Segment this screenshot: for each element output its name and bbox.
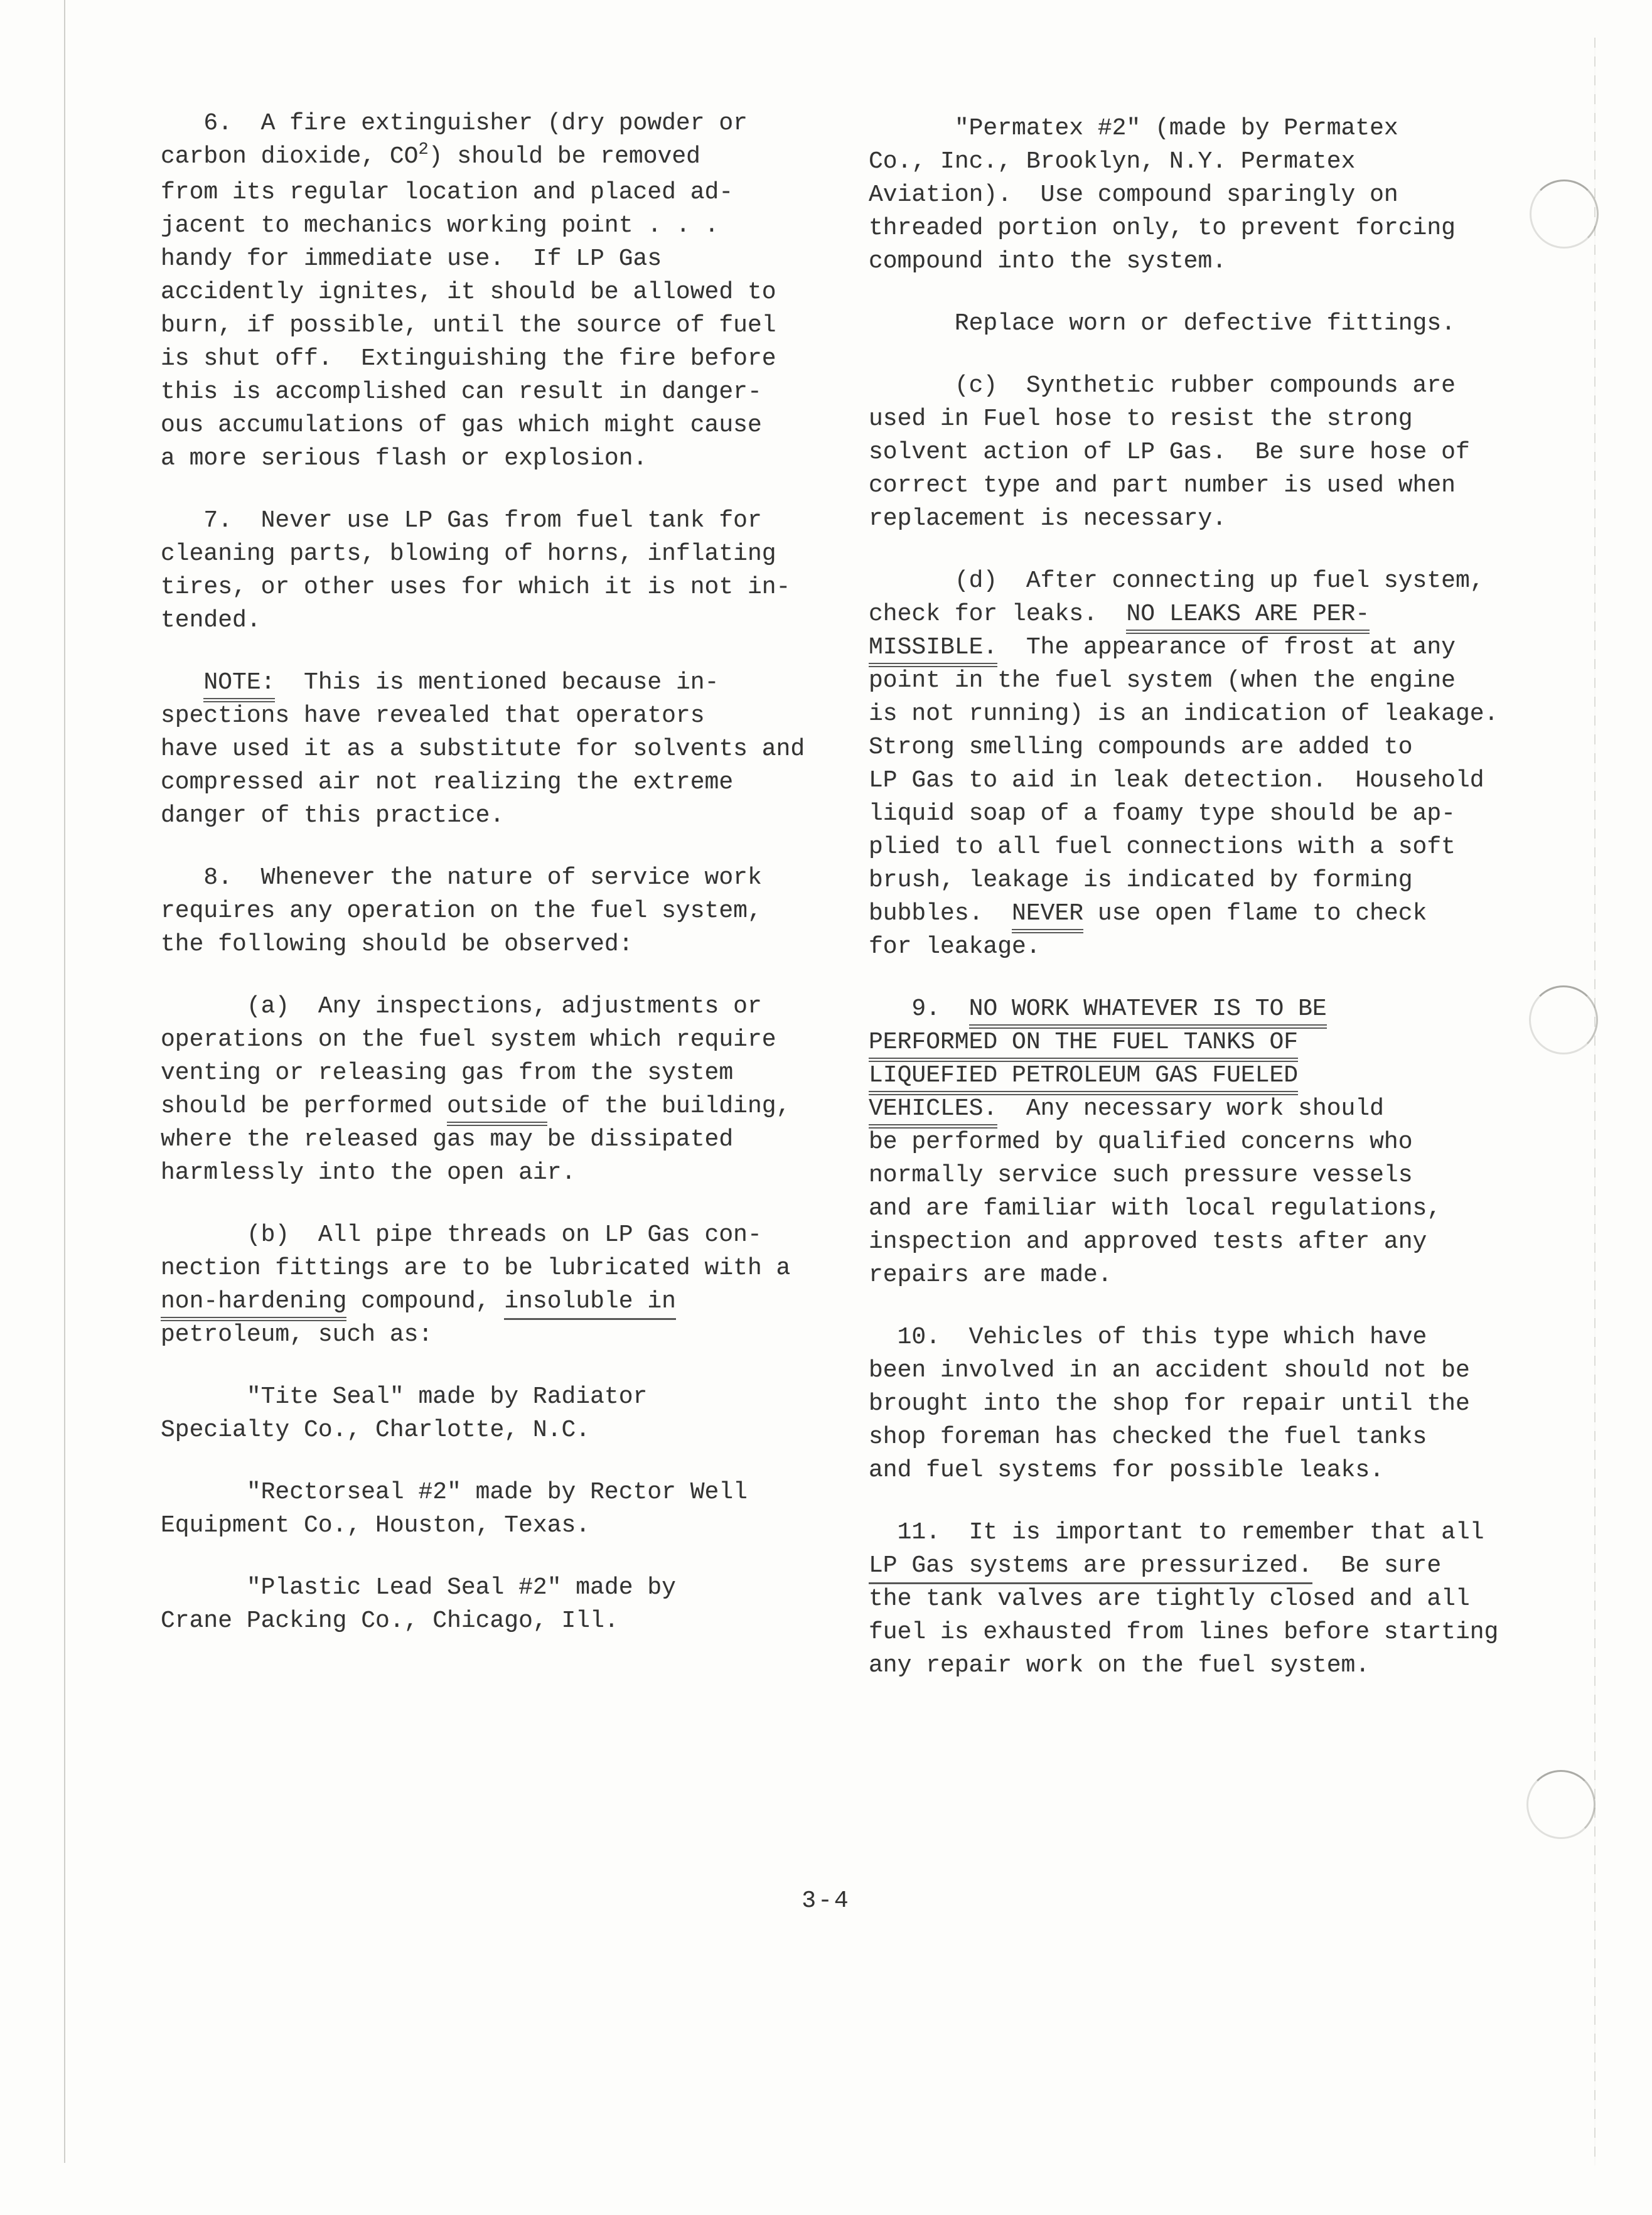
text-segment: 6. A fire extinguisher (dry powder or: [161, 110, 748, 137]
text-segment: jacent to mechanics working point . . .: [161, 212, 719, 239]
page-number: [0, 1888, 1652, 1914]
text-segment: solvent action of LP Gas. Be sure hose of: [869, 439, 1470, 466]
text-line: [869, 1454, 1559, 1487]
text-line: [161, 1218, 851, 1252]
text-line: [869, 830, 1559, 864]
left-column: [161, 107, 851, 1666]
text-line: [869, 564, 1559, 598]
text-segment: this is accomplished can result in danger-: [161, 378, 762, 405]
text-segment: ous accumulations of gas which might cause: [161, 412, 762, 439]
paragraph: [161, 666, 851, 832]
text-segment: spections have revealed that operators: [161, 702, 705, 729]
text-line: [161, 1090, 851, 1123]
text-segment: Aviation). Use compound sparingly on: [869, 181, 1398, 208]
text-line: [869, 1516, 1559, 1549]
text-line: [869, 1258, 1559, 1292]
text-segment: and fuel systems for possible leaks.: [869, 1457, 1384, 1484]
underlined-text: NEVER: [1012, 900, 1083, 933]
text-segment: inspection and approved tests after any: [869, 1228, 1427, 1255]
paragraph: [161, 990, 851, 1189]
text-segment: burn, if possible, until the source of fuel: [161, 312, 776, 339]
underlined-text: LP Gas systems are pressurized.: [869, 1552, 1312, 1584]
underlined-text: NOTE:: [203, 669, 275, 702]
text-line: [869, 992, 1559, 1026]
text-segment: tires, or other uses for which it is not in-: [161, 574, 791, 601]
text-line: [161, 1413, 851, 1447]
text-segment: Replace worn or defective fittings.: [869, 310, 1456, 337]
text-segment: replacement is necessary.: [869, 505, 1227, 532]
text-line: [161, 276, 851, 309]
text-line: [869, 731, 1559, 764]
text-segment: Specialty Co., Charlotte, N.C.: [161, 1417, 591, 1444]
paragraph: [161, 1380, 851, 1447]
text-line: [869, 1582, 1559, 1616]
punch-hole-artifact: [1526, 1770, 1596, 1839]
text-segment: a more serious flash or explosion.: [161, 445, 648, 472]
text-line: [161, 732, 851, 766]
text-segment: should be performed: [161, 1093, 448, 1120]
text-segment: repairs are made.: [869, 1262, 1112, 1289]
text-segment: operations on the fuel system which require: [161, 1026, 776, 1053]
underlined-text: outside: [447, 1093, 547, 1126]
text-segment: Strong smelling compounds are added to: [869, 734, 1413, 761]
paragraph: [869, 1321, 1559, 1487]
text-line: [161, 176, 851, 209]
text-segment: where the released gas may be dissipated: [161, 1126, 734, 1153]
text-segment: compound into the system.: [869, 248, 1227, 275]
text-line: [869, 1125, 1559, 1159]
text-segment: point in the fuel system (when the engine: [869, 667, 1456, 694]
text-segment: (b) All pipe threads on LP Gas con-: [161, 1221, 762, 1248]
paragraph: [161, 861, 851, 961]
text-segment: cleaning parts, blowing of horns, inflating: [161, 540, 776, 567]
text-line: [161, 1156, 851, 1189]
text-segment: Any necessary work should: [997, 1095, 1384, 1122]
text-segment: petroleum, such as:: [161, 1321, 433, 1348]
text-line: [869, 664, 1559, 697]
page-edge-scan-line-right: [1594, 38, 1596, 2165]
text-segment: This is mentioned because in-: [275, 669, 719, 696]
text-segment: "Permatex #2" (made by Permatex: [869, 115, 1398, 142]
text-line: [161, 1571, 851, 1604]
text-line: [161, 309, 851, 342]
text-segment: bubbles.: [869, 900, 1012, 927]
text-line: [161, 1023, 851, 1056]
text-line: [869, 112, 1559, 145]
paragraph: [161, 1218, 851, 1351]
text-segment: liquid soap of a foamy type should be ap-: [869, 800, 1456, 827]
text-segment: ) should be removed: [428, 143, 700, 170]
text-line: [869, 307, 1559, 340]
text-line: [161, 1318, 851, 1351]
text-line: [869, 502, 1559, 535]
underlined-text: NO WORK WHATEVER IS TO BE: [969, 995, 1327, 1029]
text-line: [161, 1509, 851, 1542]
text-line: [161, 107, 851, 140]
text-line: [869, 897, 1559, 930]
text-line: [869, 402, 1559, 436]
text-line: [161, 894, 851, 928]
text-line: [869, 145, 1559, 178]
paragraph: [869, 369, 1559, 535]
text-line: [161, 766, 851, 799]
text-line: [869, 864, 1559, 897]
paragraph: [869, 992, 1559, 1292]
underlined-text: VEHICLES.: [869, 1095, 997, 1129]
paragraph: [869, 112, 1559, 278]
text-line: [161, 1604, 851, 1638]
text-segment: be performed by qualified concerns who: [869, 1129, 1413, 1156]
text-segment: brush, leakage is indicated by forming: [869, 867, 1413, 894]
text-segment: LP Gas to aid in leak detection. Household: [869, 767, 1484, 794]
text-line: [869, 697, 1559, 731]
text-line: [869, 178, 1559, 212]
text-line: [869, 797, 1559, 830]
text-line: [161, 504, 851, 537]
text-segment: harmlessly into the open air.: [161, 1159, 576, 1186]
paragraph: [869, 307, 1559, 340]
text-segment: and are familiar with local regulations,: [869, 1195, 1442, 1222]
text-segment: "Plastic Lead Seal #2" made by: [161, 1574, 676, 1601]
text-line: [161, 242, 851, 276]
text-line: [161, 209, 851, 242]
text-line: [161, 1476, 851, 1509]
right-column: [869, 112, 1559, 1711]
text-line: [869, 1321, 1559, 1354]
text-segment: 7. Never use LP Gas from fuel tank for: [161, 507, 762, 534]
text-line: [161, 442, 851, 475]
text-segment: Be sure: [1312, 1552, 1442, 1579]
text-line: [161, 1285, 851, 1318]
text-segment: brought into the shop for repair until the: [869, 1390, 1470, 1417]
text-line: [161, 375, 851, 409]
text-segment: (c) Synthetic rubber compounds are: [869, 372, 1456, 399]
text-segment: 11. It is important to remember that all: [869, 1519, 1484, 1546]
text-segment: use open flame to check: [1083, 900, 1427, 927]
underlined-text: non-hardening: [161, 1288, 346, 1321]
text-segment: is not running) is an indication of leakage.: [869, 700, 1499, 727]
text-segment: [161, 669, 203, 696]
text-segment: accidently ignites, it should be allowed to: [161, 279, 776, 306]
text-segment: requires any operation on the fuel system,: [161, 898, 762, 925]
text-line: [161, 537, 851, 571]
paragraph: [161, 504, 851, 637]
text-line: [869, 1159, 1559, 1192]
text-line: [161, 1056, 851, 1090]
text-line: [869, 1549, 1559, 1582]
text-segment: Crane Packing Co., Chicago, Ill.: [161, 1607, 619, 1634]
text-line: [161, 699, 851, 732]
superscript-text: 2: [418, 141, 429, 159]
text-segment: 10. Vehicles of this type which have: [869, 1324, 1427, 1351]
text-segment: (a) Any inspections, adjustments or: [161, 993, 762, 1020]
text-segment: correct type and part number is used when: [869, 472, 1456, 499]
text-line: [869, 1354, 1559, 1387]
text-line: [869, 598, 1559, 631]
underlined-text: NO LEAKS ARE PER-: [1126, 601, 1370, 634]
text-segment: danger of this practice.: [161, 802, 505, 829]
paragraph: [869, 1516, 1559, 1682]
text-line: [869, 1387, 1559, 1420]
text-line: [869, 1192, 1559, 1225]
underlined-text: PERFORMED ON THE FUEL TANKS OF: [869, 1029, 1298, 1062]
text-segment: venting or releasing gas from the system: [161, 1059, 734, 1086]
text-segment: been involved in an accident should not be: [869, 1357, 1470, 1384]
text-segment: threaded portion only, to prevent forcing: [869, 215, 1456, 242]
text-line: [161, 140, 851, 176]
text-line: [161, 1123, 851, 1156]
text-line: [161, 928, 851, 961]
text-line: [161, 799, 851, 832]
text-line: [869, 930, 1559, 963]
text-segment: "Tite Seal" made by Radiator: [161, 1383, 648, 1410]
text-segment: The appearance of frost at any: [997, 634, 1456, 661]
text-segment: handy for immediate use. If LP Gas: [161, 245, 662, 272]
text-segment: 9.: [869, 995, 969, 1022]
text-line: [869, 1059, 1559, 1092]
text-segment: Equipment Co., Houston, Texas.: [161, 1512, 591, 1539]
text-segment: any repair work on the fuel system.: [869, 1652, 1370, 1679]
text-segment: from its regular location and placed ad-: [161, 179, 734, 206]
text-line: [161, 666, 851, 699]
text-segment: the following should be observed:: [161, 931, 633, 958]
text-line: [869, 245, 1559, 278]
text-line: [869, 1026, 1559, 1059]
text-line: [869, 436, 1559, 469]
paragraph: [869, 564, 1559, 963]
text-line: [161, 604, 851, 637]
text-line: [869, 631, 1559, 664]
text-line: [161, 409, 851, 442]
text-segment: have used it as a substitute for solvents and: [161, 736, 805, 763]
text-segment: (d) After connecting up fuel system,: [869, 567, 1484, 594]
text-segment: 8. Whenever the nature of service work: [161, 864, 762, 891]
text-segment: normally service such pressure vessels: [869, 1162, 1413, 1189]
text-segment: of the building,: [547, 1093, 791, 1120]
text-segment: is shut off. Extinguishing the fire before: [161, 345, 776, 372]
text-line: [869, 764, 1559, 797]
text-line: [869, 369, 1559, 402]
text-line: [869, 1225, 1559, 1258]
underlined-text: LIQUEFIED PETROLEUM GAS FUELED: [869, 1062, 1298, 1095]
text-line: [161, 990, 851, 1023]
paragraph: [161, 1571, 851, 1638]
text-segment: for leakage.: [869, 933, 1041, 960]
text-line: [161, 1380, 851, 1413]
text-line: [869, 1616, 1559, 1649]
page-number-label: 3-4: [802, 1887, 850, 1914]
text-line: [869, 1420, 1559, 1454]
text-line: [161, 861, 851, 894]
text-segment: "Rectorseal #2" made by Rector Well: [161, 1479, 748, 1506]
underlined-text: insoluble in: [504, 1288, 676, 1320]
text-segment: compressed air not realizing the extreme: [161, 769, 734, 796]
text-line: [869, 212, 1559, 245]
text-segment: used in Fuel hose to resist the strong: [869, 405, 1413, 432]
text-segment: shop foreman has checked the fuel tanks: [869, 1424, 1427, 1451]
text-segment: plied to all fuel connections with a soft: [869, 834, 1456, 861]
paragraph: [161, 1476, 851, 1542]
text-line: [161, 571, 851, 604]
text-segment: Co., Inc., Brooklyn, N.Y. Permatex: [869, 148, 1356, 175]
text-segment: fuel is exhausted from lines before starting: [869, 1619, 1499, 1646]
text-segment: carbon dioxide, CO: [161, 143, 419, 170]
text-segment: check for leaks.: [869, 601, 1127, 628]
text-segment: compound,: [346, 1288, 505, 1315]
text-line: [869, 1092, 1559, 1125]
text-segment: the tank valves are tightly closed and all: [869, 1585, 1470, 1612]
text-line: [161, 1252, 851, 1285]
paragraph: [161, 107, 851, 475]
text-segment: tended.: [161, 607, 261, 634]
text-segment: nection fittings are to be lubricated with a: [161, 1255, 791, 1282]
page-edge-scan-line-left: [64, 0, 65, 2163]
text-line: [869, 469, 1559, 502]
text-line: [869, 1649, 1559, 1682]
underlined-text: MISSIBLE.: [869, 634, 997, 667]
text-line: [161, 342, 851, 375]
